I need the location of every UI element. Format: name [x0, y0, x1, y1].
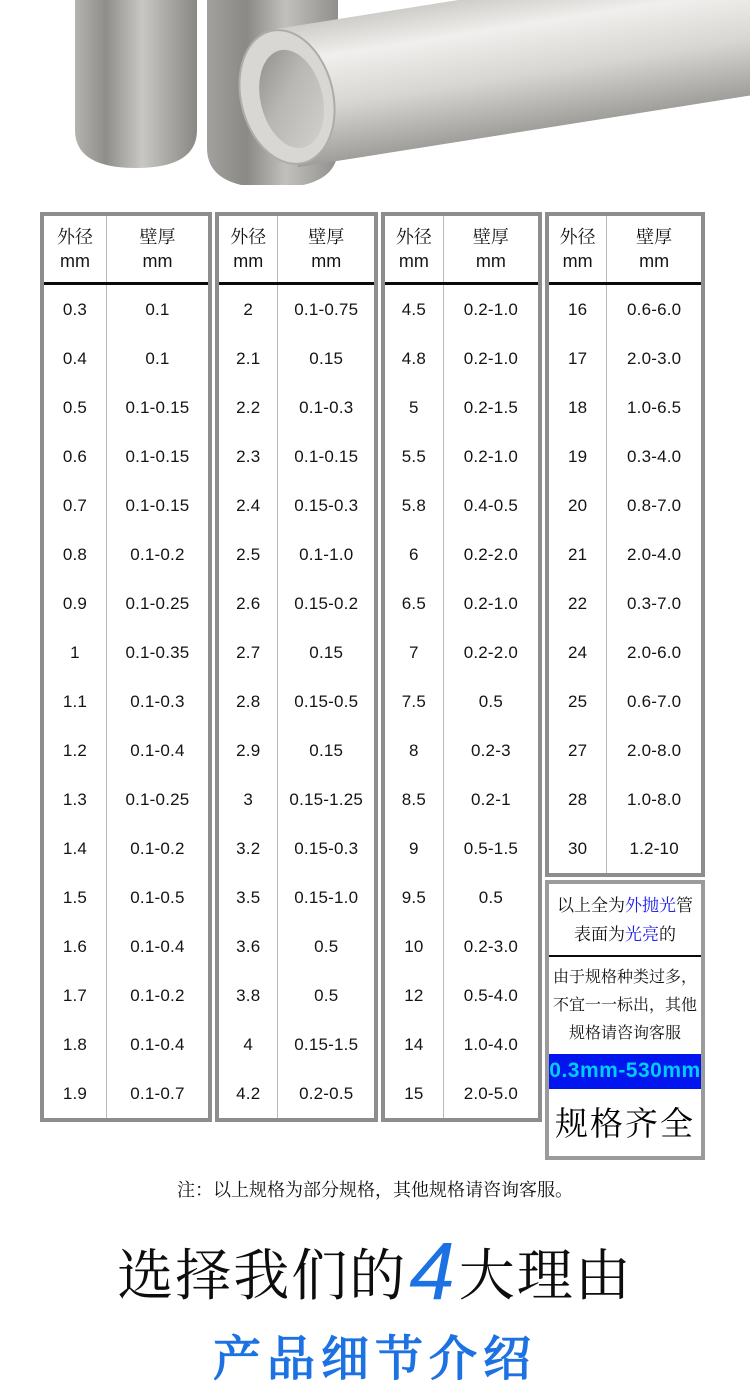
od-value: 4.5: [401, 299, 426, 319]
spec-row: [383, 284, 540, 335]
wt-range-value: 1.0-8.0: [607, 775, 703, 824]
note-text: 管: [676, 896, 693, 915]
od-value: 8.5: [401, 789, 426, 809]
od-value: 9: [409, 838, 419, 858]
spec-row: [217, 530, 376, 579]
spec-row: [42, 922, 210, 971]
spec-row: [547, 383, 703, 432]
od-value: 15: [404, 1083, 424, 1103]
heading-text: 选择我们的: [117, 1244, 408, 1307]
od-value: 2.7: [236, 642, 261, 662]
spec-row: [383, 971, 540, 1020]
od-value: 18: [568, 397, 588, 417]
spec-row: [42, 775, 210, 824]
spec-row: [42, 971, 210, 1020]
od-value: 0.7: [62, 495, 88, 515]
wt-range-value: 0.8-7.0: [607, 481, 703, 530]
contact-note: [549, 957, 701, 1054]
size-range-banner: 0.3mm-530mm: [549, 1054, 701, 1089]
od-value: 5.5: [401, 446, 426, 466]
wt-range-value: 2.0-5.0: [443, 1069, 540, 1120]
spec-row: [547, 775, 703, 824]
spec-row: [383, 481, 540, 530]
spec-row: [42, 1069, 210, 1120]
od-value: 1.1: [62, 691, 88, 711]
wt-range-value: 0.15-0.2: [278, 579, 376, 628]
wt-range-value: 0.2-1.0: [443, 579, 540, 628]
od-value: 5.8: [401, 495, 426, 515]
od-value: 1.8: [62, 1034, 88, 1054]
od-value: 4: [243, 1034, 254, 1054]
spec-row: [217, 284, 376, 335]
spec-row: [383, 873, 540, 922]
spec-row: [547, 334, 703, 383]
product-photo: [0, 0, 750, 185]
wt-range-value: 0.2-1.5: [443, 383, 540, 432]
od-value: 22: [568, 593, 588, 613]
od-value: 1: [70, 642, 80, 662]
wt-range-value: 0.3-4.0: [607, 432, 703, 481]
od-value: 24: [568, 642, 588, 662]
wt-range-value: 0.6-7.0: [607, 677, 703, 726]
od-value: 1.7: [62, 985, 88, 1005]
wt-range-value: 0.1-0.4: [106, 1020, 210, 1069]
od-value: 2: [243, 299, 254, 319]
polish-note: [549, 884, 701, 955]
note-text: 的: [659, 925, 676, 944]
spec-row: [217, 922, 376, 971]
wt-range-value: 0.2-1.0: [443, 432, 540, 481]
spec-row: [217, 726, 376, 775]
od-value: 0.6: [62, 446, 88, 466]
wt-range-value: 0.1-0.3: [278, 383, 376, 432]
wt-range-value: 0.2-3.0: [443, 922, 540, 971]
wt-range-value: 0.1-0.7: [106, 1069, 210, 1120]
spec-notes-box: [545, 880, 705, 1160]
od-value: 25: [568, 691, 588, 711]
od-value: 7: [409, 642, 419, 662]
spec-row: [217, 628, 376, 677]
wt-range-value: 0.15-0.3: [278, 824, 376, 873]
wt-range-value: 0.1: [106, 334, 210, 383]
table-footnote: 注：以上规格为部分规格，其他规格请咨询客服。: [177, 1180, 573, 1200]
spec-row: [217, 383, 376, 432]
spec-row: [383, 530, 540, 579]
spec-row: [383, 824, 540, 873]
wt-range-value: 0.5: [278, 922, 376, 971]
spec-row: [217, 677, 376, 726]
od-value: 2.4: [236, 495, 261, 515]
od-value: 28: [568, 789, 588, 809]
wt-range-value: 0.4-0.5: [443, 481, 540, 530]
wt-range-value: 0.6-6.0: [607, 284, 703, 335]
col-header-wt: 壁厚 mm: [106, 214, 210, 284]
od-value: 12: [404, 985, 424, 1005]
od-value: 2.5: [236, 544, 261, 564]
wt-range-value: 0.5-1.5: [443, 824, 540, 873]
spec-row: [42, 284, 210, 335]
od-value: 6: [409, 544, 419, 564]
spec-row: [42, 726, 210, 775]
od-value: 3.5: [236, 887, 261, 907]
spec-row: [547, 824, 703, 875]
od-value: 9.5: [401, 887, 426, 907]
spec-table-group-3: [381, 212, 542, 1122]
spec-row: [217, 334, 376, 383]
od-value: 1.3: [62, 789, 88, 809]
spec-row: [547, 530, 703, 579]
wt-range-value: 0.5: [278, 971, 376, 1020]
spec-table-group-1: [40, 212, 212, 1122]
wt-range-value: 0.15-1.25: [278, 775, 376, 824]
note-text-highlight: 外抛光: [625, 896, 676, 915]
wt-range-value: 0.1-0.2: [106, 824, 210, 873]
wt-range-value: 0.1-0.25: [106, 775, 210, 824]
od-value: 1.9: [62, 1083, 88, 1103]
wt-range-value: 0.1-0.2: [106, 971, 210, 1020]
od-value: 16: [568, 299, 588, 319]
od-value: 2.3: [236, 446, 261, 466]
wt-range-value: 0.15-0.3: [278, 481, 376, 530]
col-header-od: 外径 mm: [383, 214, 443, 284]
od-value: 4.2: [236, 1083, 261, 1103]
wt-range-value: 0.1-0.15: [106, 481, 210, 530]
heading-text: 大理由: [458, 1244, 633, 1307]
steel-pipes-illustration: [0, 0, 750, 185]
wt-range-value: 0.15-0.5: [278, 677, 376, 726]
spec-row: [217, 971, 376, 1020]
note-text: 不宜一一标出，其他: [552, 997, 697, 1014]
wt-range-value: 0.1-0.4: [106, 922, 210, 971]
spec-row: [217, 824, 376, 873]
spec-row: [42, 334, 210, 383]
spec-row: [547, 284, 703, 335]
od-value: 1.4: [62, 838, 88, 858]
od-value: 10: [404, 936, 424, 956]
wt-range-value: 0.1-0.15: [278, 432, 376, 481]
note-text: 以上全为: [557, 896, 625, 915]
section-heading: [0, 1226, 750, 1317]
note-text-highlight: 光亮: [625, 925, 659, 944]
od-value: 17: [568, 348, 588, 368]
col-header-od: 外径 mm: [42, 214, 106, 284]
wt-range-value: 2.0-4.0: [607, 530, 703, 579]
wt-range-value: 0.1-0.75: [278, 284, 376, 335]
wt-range-value: 2.0-6.0: [607, 628, 703, 677]
od-value: 21: [568, 544, 588, 564]
od-value: 1.6: [62, 936, 88, 956]
od-value: 3: [243, 789, 254, 809]
wt-range-value: 0.15: [278, 334, 376, 383]
od-value: 5: [409, 397, 419, 417]
wt-range-value: 0.1-0.4: [106, 726, 210, 775]
wt-range-value: 0.5: [443, 873, 540, 922]
spec-row: [547, 628, 703, 677]
wt-range-value: 1.0-4.0: [443, 1020, 540, 1069]
od-value: 3.2: [236, 838, 261, 858]
wt-range-value: 0.2-2.0: [443, 530, 540, 579]
spec-row: [383, 432, 540, 481]
wt-range-value: 0.5: [443, 677, 540, 726]
wt-range-value: 0.2-1.0: [443, 284, 540, 335]
od-value: 20: [568, 495, 588, 515]
col-header-wt: 壁厚 mm: [443, 214, 540, 284]
wt-range-value: 0.2-2.0: [443, 628, 540, 677]
col-header-wt: 壁厚 mm: [278, 214, 376, 284]
od-value: 2.2: [236, 397, 261, 417]
wt-range-value: 0.3-7.0: [607, 579, 703, 628]
spec-row: [547, 677, 703, 726]
od-value: 0.5: [62, 397, 88, 417]
od-value: 0.9: [62, 593, 88, 613]
spec-row: [547, 432, 703, 481]
wt-range-value: 0.2-0.5: [278, 1069, 376, 1120]
od-value: 27: [568, 740, 588, 760]
spec-row: [547, 481, 703, 530]
wt-range-value: 0.1-0.2: [106, 530, 210, 579]
spec-row: [42, 824, 210, 873]
note-text: 由于规格种类过多，: [552, 969, 697, 986]
od-value: 2.1: [236, 348, 261, 368]
wt-range-value: 0.15: [278, 726, 376, 775]
spec-row: [217, 775, 376, 824]
spec-row: [547, 579, 703, 628]
spec-row: [383, 1069, 540, 1120]
full-spec-label: 规格齐全: [555, 1105, 695, 1142]
od-value: 8: [409, 740, 419, 760]
wt-range-value: 0.5-4.0: [443, 971, 540, 1020]
spec-row: [42, 383, 210, 432]
col-header-od: 外径 mm: [217, 214, 278, 284]
wt-range-value: 0.1-0.3: [106, 677, 210, 726]
spec-row: [42, 628, 210, 677]
od-value: 19: [568, 446, 588, 466]
od-value: 3.8: [236, 985, 261, 1005]
spec-row: [42, 579, 210, 628]
spec-row: [42, 481, 210, 530]
od-value: 1.5: [62, 887, 88, 907]
wt-range-value: 0.15: [278, 628, 376, 677]
od-value: 30: [568, 838, 588, 858]
note-text: 表面为: [574, 925, 625, 944]
od-value: 2.9: [236, 740, 261, 760]
od-value: 2.8: [236, 691, 261, 711]
spec-row: [42, 873, 210, 922]
od-value: 0.3: [62, 299, 88, 319]
wt-range-value: 0.2-3: [443, 726, 540, 775]
spec-row: [383, 579, 540, 628]
spec-row: [42, 432, 210, 481]
od-value: 1.2: [62, 740, 88, 760]
wt-range-value: 0.2-1: [443, 775, 540, 824]
wt-range-value: 0.1-1.0: [278, 530, 376, 579]
od-value: 2.6: [236, 593, 261, 613]
spec-row: [383, 726, 540, 775]
spec-row: [383, 1020, 540, 1069]
spec-row: [547, 726, 703, 775]
wt-range-value: 0.15-1.5: [278, 1020, 376, 1069]
wt-range-value: 1.0-6.5: [607, 383, 703, 432]
subsection-heading-partial: 产品细节介绍: [212, 1333, 537, 1386]
spec-row: [383, 922, 540, 971]
od-value: 0.4: [62, 348, 88, 368]
note-text: 规格请咨询客服: [568, 1025, 681, 1042]
wt-range-value: 0.1-0.5: [106, 873, 210, 922]
spec-table-group-4: [545, 212, 705, 1160]
wt-range-value: 0.1-0.35: [106, 628, 210, 677]
col-header-wt: 壁厚 mm: [607, 214, 703, 284]
spec-row: [217, 1069, 376, 1120]
wt-range-value: 2.0-3.0: [607, 334, 703, 383]
spec-row: [217, 873, 376, 922]
spec-row: [42, 1020, 210, 1069]
spec-table-group-2: [215, 212, 378, 1122]
od-value: 6.5: [401, 593, 426, 613]
od-value: 14: [404, 1034, 424, 1054]
od-value: 3.6: [236, 936, 261, 956]
spec-tables: [40, 212, 750, 1160]
spec-row: [217, 1020, 376, 1069]
spec-row: [217, 432, 376, 481]
wt-range-value: 1.2-10: [607, 824, 703, 875]
spec-row: [217, 481, 376, 530]
wt-range-value: 0.1-0.25: [106, 579, 210, 628]
wt-range-value: 0.2-1.0: [443, 334, 540, 383]
spec-row: [383, 383, 540, 432]
spec-row: [42, 677, 210, 726]
od-value: 4.8: [401, 348, 426, 368]
spec-row: [383, 677, 540, 726]
spec-row: [383, 628, 540, 677]
od-value: 7.5: [401, 691, 426, 711]
wt-range-value: 2.0-8.0: [607, 726, 703, 775]
wt-range-value: 0.1-0.15: [106, 383, 210, 432]
od-value: 0.8: [62, 544, 88, 564]
wt-range-value: 0.1-0.15: [106, 432, 210, 481]
spec-row: [217, 579, 376, 628]
wt-range-value: 0.15-1.0: [278, 873, 376, 922]
spec-row: [383, 334, 540, 383]
col-header-od: 外径 mm: [547, 214, 607, 284]
spec-row: [383, 775, 540, 824]
heading-number-4: 4: [409, 1226, 457, 1317]
spec-row: [42, 530, 210, 579]
wt-range-value: 0.1: [106, 284, 210, 335]
